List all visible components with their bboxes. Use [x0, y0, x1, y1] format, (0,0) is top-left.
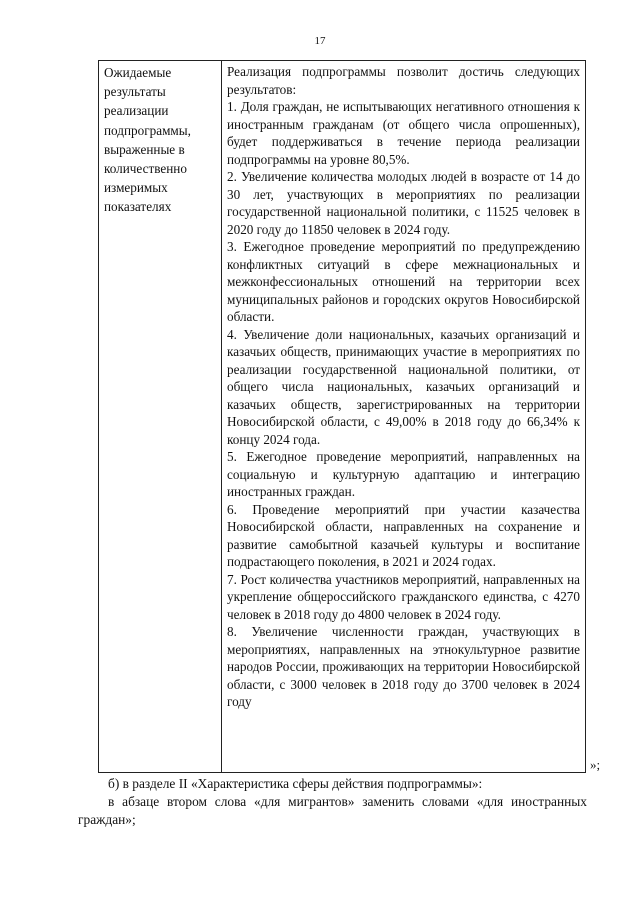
result-item-2: 2. Увеличение количества молодых людей в возрасте от 14 до 30 лет, участвующих в мероприятиях по реализации государственной национальной политики, с 11525 человек в 2020 году до 11850 человек в 2024 году. [227, 169, 580, 237]
result-item-4: 4. Увеличение доли национальных, казачьих организаций и казачьих обществ, принимающих участие в мероприятиях по реализации государственной национальной политики, от общего числа национальных, казачьих организаций и казачьих обществ, зарегистрированных на территории Новосибирской области, с 49,00% в 2018 году до 66,34% к концу 2024 года. [227, 326, 580, 447]
page-number: 17 [314, 35, 326, 47]
result-item-1: 1. Доля граждан, не испытывающих негативного отношения к иностранным гражданам (от общего числа опрошенных), будет поддерживаться в течение периода реализации подпрограммы на уровне 80,5%. [227, 99, 580, 167]
table-row [99, 61, 586, 773]
result-item-7: 7. Рост количества участников мероприятий, направленных на укрепление общероссийского гражданского единства, с 4270 человек в 2018 году до 4800 человек в 2024 году. [227, 571, 580, 622]
result-item-5: 5. Ежегодное проведение мероприятий, направленных на социальную и культурную адаптацию и интеграцию иностранных граждан. [227, 449, 580, 499]
left-label-cell: Ожидаемые результаты реализации подпрограммы, выраженные в количественно измеримых показателях [99, 61, 222, 773]
intro-text: Реализация подпрограммы позволит достичь следующих результатов: [227, 64, 580, 97]
results-table [98, 60, 586, 773]
amendment-paragraph-replace: в абзаце втором слова «для мигрантов» заменить словами «для иностранных граждан»; [78, 794, 587, 827]
result-item-6: 6. Проведение мероприятий при участии казачества Новосибирской области, направленных на сохранение и развитие самобытной казачьей культуры и воспитание подрастающего поколения, в 2021 и 2024 годах. [227, 501, 580, 569]
right-content-cell [222, 61, 586, 773]
amendment-text [78, 775, 587, 829]
result-item-8: 8. Увеличение численности граждан, участвующих в мероприятиях, направленных на этнокультурное развитие народов России, проживающих на территории Новосибирской области, с 3000 человек в 2018 году до 3700 человек в 2024 году [227, 624, 580, 709]
closing-quote-mark: »; [590, 757, 601, 772]
amendment-paragraph-b: б) в разделе II «Характеристика сферы действия подпрограммы»: [108, 776, 483, 791]
result-item-3: 3. Ежегодное проведение мероприятий по предупреждению конфликтных ситуаций в сфере межнациональных и межконфессиональных отношений на территории всех муниципальных районов и городских округов Новосибирской области. [227, 239, 580, 324]
